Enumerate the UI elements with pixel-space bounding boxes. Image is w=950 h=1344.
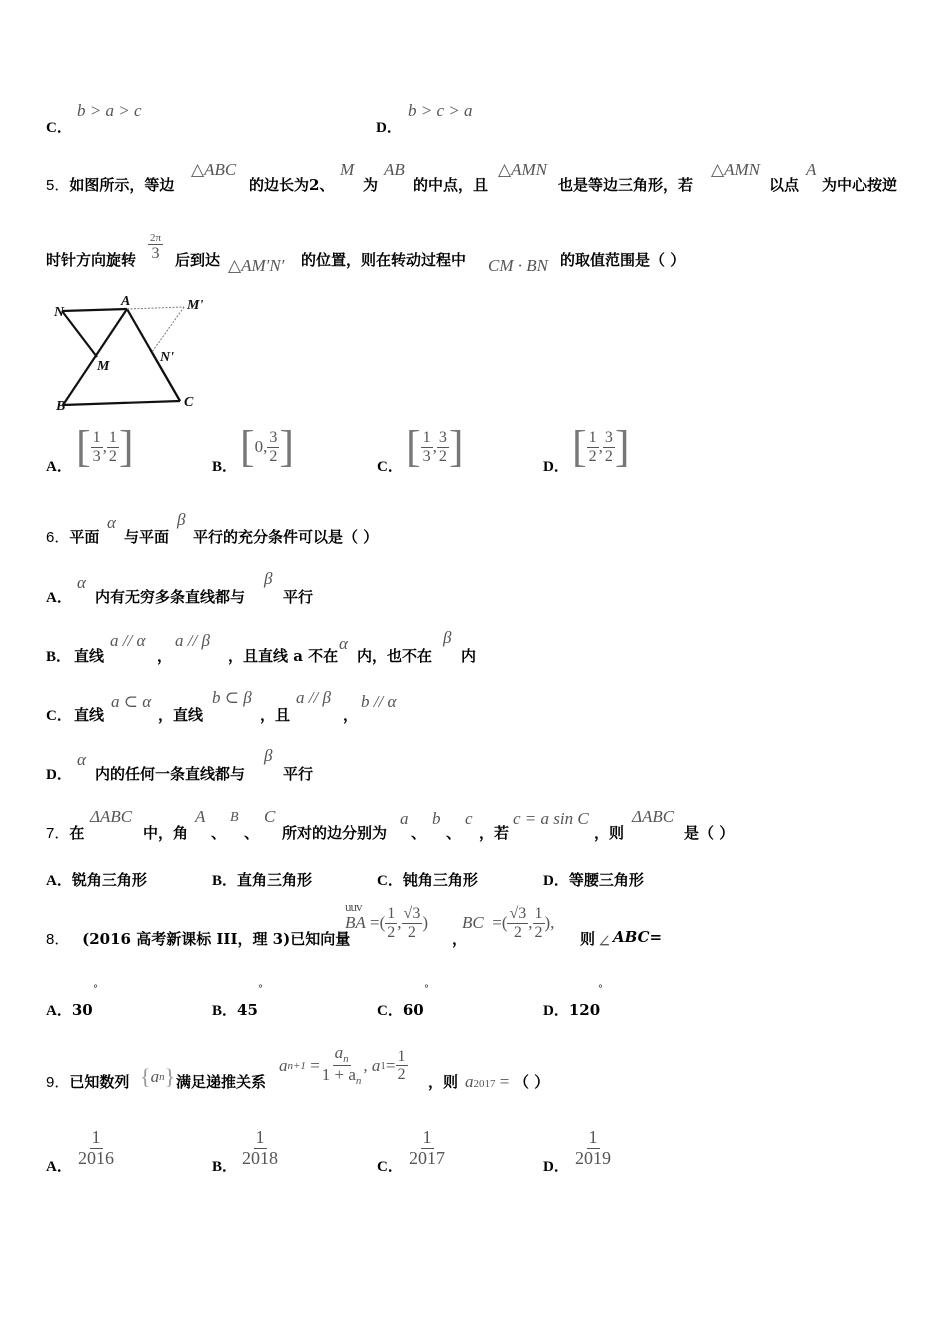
q5-line1 <box>46 174 174 195</box>
q9-option-c-value <box>407 1128 447 1169</box>
q7-angle-a: A <box>195 807 206 826</box>
q9-option-d-value <box>573 1128 613 1169</box>
option-value: 60 <box>402 1001 424 1019</box>
q7-side-c: c <box>465 809 473 828</box>
fraction-numerator: 1 <box>255 1127 265 1147</box>
q5-option-b-interval: [ 0 , $\frac{3}{2}$ ] <box>240 422 295 471</box>
option-text: 等腰三角形 <box>568 871 644 889</box>
q7-triangle-2: ΔABC <box>632 807 675 826</box>
fraction-denominator: 3 <box>92 447 101 465</box>
q6-c-expr4: b // α <box>361 692 397 711</box>
right-bracket-icon: ] <box>279 422 295 471</box>
q7-text: 中，角 <box>143 824 189 842</box>
fraction-numerator: 1 <box>534 905 543 922</box>
subscript: 1 <box>380 1059 386 1072</box>
q7-stem <box>46 822 84 843</box>
q6-b-expr1: a // α <box>110 631 146 650</box>
interval-lower: 0 <box>254 437 264 456</box>
q7-option-d[interactable] <box>543 869 644 890</box>
term: 1 + a <box>321 1065 356 1085</box>
fraction-numerator: 3 <box>438 428 447 446</box>
q5-text: 时针方向旋转 <box>46 251 137 269</box>
q6-b-beta: β <box>443 628 452 647</box>
q5-option-c-interval: [ $\frac{1}{3}$ , $\frac{3}{2}$ ] <box>406 422 464 471</box>
fraction-denominator: 2 <box>269 447 278 465</box>
q6-b-alpha: α <box>339 634 348 653</box>
term: , a <box>363 1055 381 1075</box>
fraction-numerator: 2π <box>150 232 162 244</box>
fraction-denominator: 2 <box>534 923 543 941</box>
option-label: A． <box>46 873 72 889</box>
option-label: C． <box>46 120 72 136</box>
q4-option-d-expr: b > c > a <box>408 101 473 120</box>
q5-option-a[interactable] <box>46 455 72 476</box>
label-m-prime: M' <box>187 298 204 313</box>
q9-option-c[interactable] <box>377 1155 403 1176</box>
q8-text: (2016 高考新课标 III，理 3)已知向量 <box>82 930 351 948</box>
q8-vector-ba: BA =( $\frac{1}{2}$ , $\frac{√3}{2}$ ) <box>345 905 428 941</box>
q5-point-a: A <box>806 160 817 179</box>
option-label: D． <box>543 1003 569 1019</box>
fraction-denominator: 2018 <box>242 1147 278 1168</box>
q6-text: 与平面 <box>124 528 170 546</box>
q6-c-text: ，且 <box>260 706 291 724</box>
option-text: 锐角三角形 <box>71 871 147 889</box>
q6-a-text: 内有无穷多条直线都与 <box>95 588 246 606</box>
fraction-denominator: 2 <box>387 923 396 941</box>
q7-text: 、 <box>244 824 260 842</box>
q4-option-d[interactable] <box>376 116 402 137</box>
label-c: C <box>184 395 194 410</box>
fraction-denominator: 2017 <box>409 1147 445 1168</box>
fraction-numerator: 1 <box>387 905 396 922</box>
q8-stem <box>46 928 350 949</box>
sequence-term: a <box>150 1067 160 1086</box>
q9-sequence: { a n } <box>140 1064 176 1089</box>
subscript: n <box>355 1075 362 1088</box>
fraction-numerator: 1 <box>422 428 431 446</box>
q7-text: 所对的边分别为 <box>282 824 388 842</box>
q7-condition: c = a sin C <box>513 809 589 828</box>
option-label: C． <box>377 1003 403 1019</box>
option-value: 120 <box>568 1001 601 1019</box>
q7-text: ，则 <box>594 824 625 842</box>
term: a <box>279 1055 288 1075</box>
fraction-numerator: √3 <box>509 905 527 922</box>
option-label: B． <box>212 459 238 475</box>
q9-option-b-value <box>240 1128 280 1169</box>
fraction-denominator: 2 <box>513 923 522 941</box>
fraction-denominator: 3 <box>151 245 160 263</box>
label-n-prime: N' <box>160 350 174 365</box>
q6-d-alpha: α <box>77 750 86 769</box>
q7-text: 在 <box>69 824 85 842</box>
fraction-denominator: 2 <box>604 447 613 465</box>
q4-option-c[interactable] <box>46 116 72 137</box>
q6-d-text: 内的任何一条直线都与 <box>95 765 246 783</box>
option-label: D． <box>543 1159 569 1175</box>
fraction-denominator: 2019 <box>575 1147 611 1168</box>
q6-a-alpha: α <box>77 573 86 592</box>
q5-triangle-amn: △AMN <box>498 160 547 179</box>
q5-option-c[interactable] <box>377 455 403 476</box>
q7-option-b[interactable] <box>212 869 312 890</box>
left-bracket-icon: [ <box>240 422 255 471</box>
q8-angle-abc: ABC= <box>613 928 663 946</box>
q5-figure <box>50 290 220 415</box>
q9-target-term <box>465 1072 509 1092</box>
q5-triangle-amn-2: △AMN <box>711 160 760 179</box>
q5-dot-product: CM · BN <box>488 256 548 275</box>
q8-text: 则 <box>580 930 596 948</box>
q5-text: 的位置，则在转动过程中 <box>301 251 467 269</box>
subscript: n <box>343 1053 349 1066</box>
subscript: n <box>159 1071 165 1083</box>
fraction-denominator: 2 <box>407 923 416 941</box>
fraction-numerator: 1 <box>588 1127 598 1147</box>
q5-point-m: M <box>340 160 355 179</box>
q5-text: 的取值范围是（ ） <box>560 251 686 269</box>
q9-text: （ ） <box>514 1073 550 1091</box>
rotated-triangle-lines <box>127 307 184 352</box>
q6-c-text: 直线 <box>74 706 105 724</box>
q7-option-a[interactable] <box>46 869 147 890</box>
question-number: 8． <box>46 931 70 948</box>
option-label: D． <box>543 459 569 475</box>
subscript: n+1 <box>287 1059 306 1072</box>
q7-text: 是（ ） <box>684 824 735 842</box>
vector-name: BC <box>462 913 484 933</box>
q5-text: 以点 <box>769 176 800 194</box>
q6-text: 平面 <box>69 528 100 546</box>
vector-name: BA <box>345 913 366 933</box>
fraction-numerator: 1 <box>422 1127 432 1147</box>
option-label: C． <box>377 873 403 889</box>
q7-side-a: a <box>400 809 409 828</box>
option-label: B． <box>212 1003 238 1019</box>
option-value: 45 <box>237 1001 258 1019</box>
q7-text: 、 <box>211 824 227 842</box>
q7-side-b: b <box>432 809 441 828</box>
q6-option-a[interactable]: A． <box>46 590 72 606</box>
question-number: 5． <box>46 177 70 194</box>
q5-triangle-abc: △ABC <box>191 160 237 179</box>
fraction-denominator: 2 <box>108 447 117 465</box>
q6-d-beta: β <box>264 746 273 765</box>
q6-a-text: 平行 <box>283 588 314 606</box>
q5-text: 的中点，且 <box>413 176 489 194</box>
term: a <box>465 1072 474 1091</box>
q6-c-text: ，直线 <box>158 706 204 724</box>
left-bracket-icon: [ <box>406 422 421 471</box>
degree-icon: ° <box>424 984 429 995</box>
q9-recurrence: a n+1 = $\frac{a_n}{1 + a_n}$ , a 1 = $\frac{1}{2}$ <box>279 1043 406 1088</box>
q5-option-d[interactable] <box>543 455 569 476</box>
q6-c-expr2: b ⊂ β <box>212 688 252 707</box>
q6-d-text: 平行 <box>283 765 314 783</box>
q6-c-expr1: a ⊂ α <box>111 692 152 711</box>
degree-icon: ° <box>258 984 263 995</box>
option-label: D． <box>543 873 569 889</box>
left-bracket-icon: [ <box>572 422 587 471</box>
term: a <box>334 1043 344 1062</box>
subscript: 2017 <box>473 1078 496 1090</box>
q5-text: 也是等边三角形，若 <box>558 176 694 194</box>
q6-option-c[interactable]: C． <box>46 708 72 724</box>
q4-option-c-expr: b > a > c <box>77 101 142 120</box>
fraction-numerator: 3 <box>269 428 278 446</box>
q6-c-expr3: a // β <box>296 688 331 707</box>
q5-text: 为 <box>363 176 379 194</box>
q5-text: 后到达 <box>175 251 221 269</box>
q5-option-d-interval: [ $\frac{1}{2}$ , $\frac{3}{2}$ ] <box>572 422 630 471</box>
q6-b-text: 内 <box>461 647 477 665</box>
right-bracket-icon: ] <box>118 422 134 471</box>
option-label: B． <box>212 1159 238 1175</box>
fraction-numerator: 1 <box>92 428 101 446</box>
label-m: M <box>97 359 110 374</box>
q6-b-text: ，且直线 a 不在 <box>228 647 339 665</box>
q6-stem <box>46 526 99 547</box>
fraction-numerator: 1 <box>397 1047 406 1065</box>
equals: = <box>499 1072 510 1091</box>
q8-option-d[interactable] <box>543 999 600 1020</box>
q8-option-b[interactable] <box>212 999 258 1020</box>
option-text: 直角三角形 <box>237 871 313 889</box>
q9-option-a[interactable] <box>46 1155 72 1176</box>
q8-text: ， <box>452 930 468 948</box>
q6-option-b[interactable]: B． <box>46 649 72 665</box>
option-label: C． <box>377 1159 403 1175</box>
q6-text: 平行的充分条件可以是（ ） <box>193 528 379 546</box>
degree-icon: ° <box>93 984 98 995</box>
fraction-denominator: 2 <box>588 447 597 465</box>
left-bracket-icon: [ <box>76 422 91 471</box>
q5-option-a-interval: [ $\frac{1}{3}$ , $\frac{1}{2}$ ] <box>76 422 134 471</box>
q8-option-c[interactable] <box>377 999 424 1020</box>
option-value: 30 <box>71 1001 93 1019</box>
fraction-numerator: 1 <box>91 1127 101 1147</box>
q7-triangle: ΔABC <box>90 807 133 826</box>
q6-a-beta: β <box>264 569 273 588</box>
option-label: D． <box>376 120 402 136</box>
q9-stem <box>46 1071 129 1092</box>
q8-option-a[interactable] <box>46 999 93 1020</box>
q5-segment-ab: AB <box>384 160 405 179</box>
q5-option-b[interactable] <box>212 455 237 476</box>
fraction-denominator: 2 <box>397 1066 406 1084</box>
option-label: C． <box>377 459 403 475</box>
label-n: N <box>54 305 65 320</box>
q7-option-c[interactable] <box>377 869 478 890</box>
q6-b-text: ， <box>157 647 173 665</box>
angle-icon: ∠ <box>597 932 612 951</box>
label-b: B <box>56 399 66 414</box>
q9-option-b[interactable] <box>212 1155 237 1176</box>
right-bracket-icon: ] <box>448 422 464 471</box>
right-bracket-icon: ] <box>614 422 630 471</box>
q5-text: 为中心按逆 <box>822 176 898 194</box>
q9-text: 满足递推关系 <box>176 1073 267 1091</box>
option-label: A． <box>46 459 72 475</box>
vector-arrow-icon: uuv <box>345 899 362 914</box>
q5-text: 的边长为2、 <box>249 176 335 194</box>
question-number: 6． <box>46 529 70 546</box>
label-a: A <box>121 294 131 309</box>
question-number: 9． <box>46 1074 70 1091</box>
q9-text: ，则 <box>428 1073 459 1091</box>
fraction-numerator: 3 <box>604 428 613 446</box>
option-label: B． <box>212 873 238 889</box>
q6-b-expr2: a // β <box>175 631 210 650</box>
fraction-numerator: √3 <box>403 905 421 922</box>
q9-option-a-value <box>76 1128 116 1169</box>
option-text: 钝角三角形 <box>402 871 478 889</box>
fraction-denominator: 2016 <box>78 1147 114 1168</box>
fraction-denominator: 3 <box>422 447 431 465</box>
q6-c-text: ， <box>343 706 359 724</box>
q6-b-text: 直线 <box>74 647 105 665</box>
fraction-numerator: 1 <box>108 428 117 446</box>
q5-triangle-amn-prime: △AM′N′ <box>228 256 285 275</box>
q7-text: ，若 <box>479 824 510 842</box>
q8-vector-bc: BC =( $\frac{√3}{2}$ , $\frac{1}{2}$ ), <box>462 905 555 941</box>
degree-icon: ° <box>598 984 603 995</box>
q7-text: 、 <box>411 824 427 842</box>
q7-text: 、 <box>446 824 462 842</box>
option-label: A． <box>46 1003 72 1019</box>
q7-angle-c: C <box>264 807 276 826</box>
q6-b-text: 内，也不在 <box>357 647 433 665</box>
q7-angle-b: B <box>230 810 239 825</box>
q6-option-d[interactable]: D． <box>46 767 72 783</box>
equals: = <box>385 1055 396 1075</box>
fraction-numerator: 1 <box>588 428 597 446</box>
q9-option-d[interactable] <box>543 1155 569 1176</box>
q5-text: 如图所示，等边 <box>69 176 175 194</box>
q6-alpha: α <box>107 513 116 532</box>
question-number: 7． <box>46 825 70 842</box>
fraction-denominator: 2 <box>438 447 447 465</box>
option-label: A． <box>46 1159 72 1175</box>
q5-rotation-angle <box>148 232 163 263</box>
q9-text: 已知数列 <box>69 1073 130 1091</box>
q6-beta: β <box>177 510 186 529</box>
